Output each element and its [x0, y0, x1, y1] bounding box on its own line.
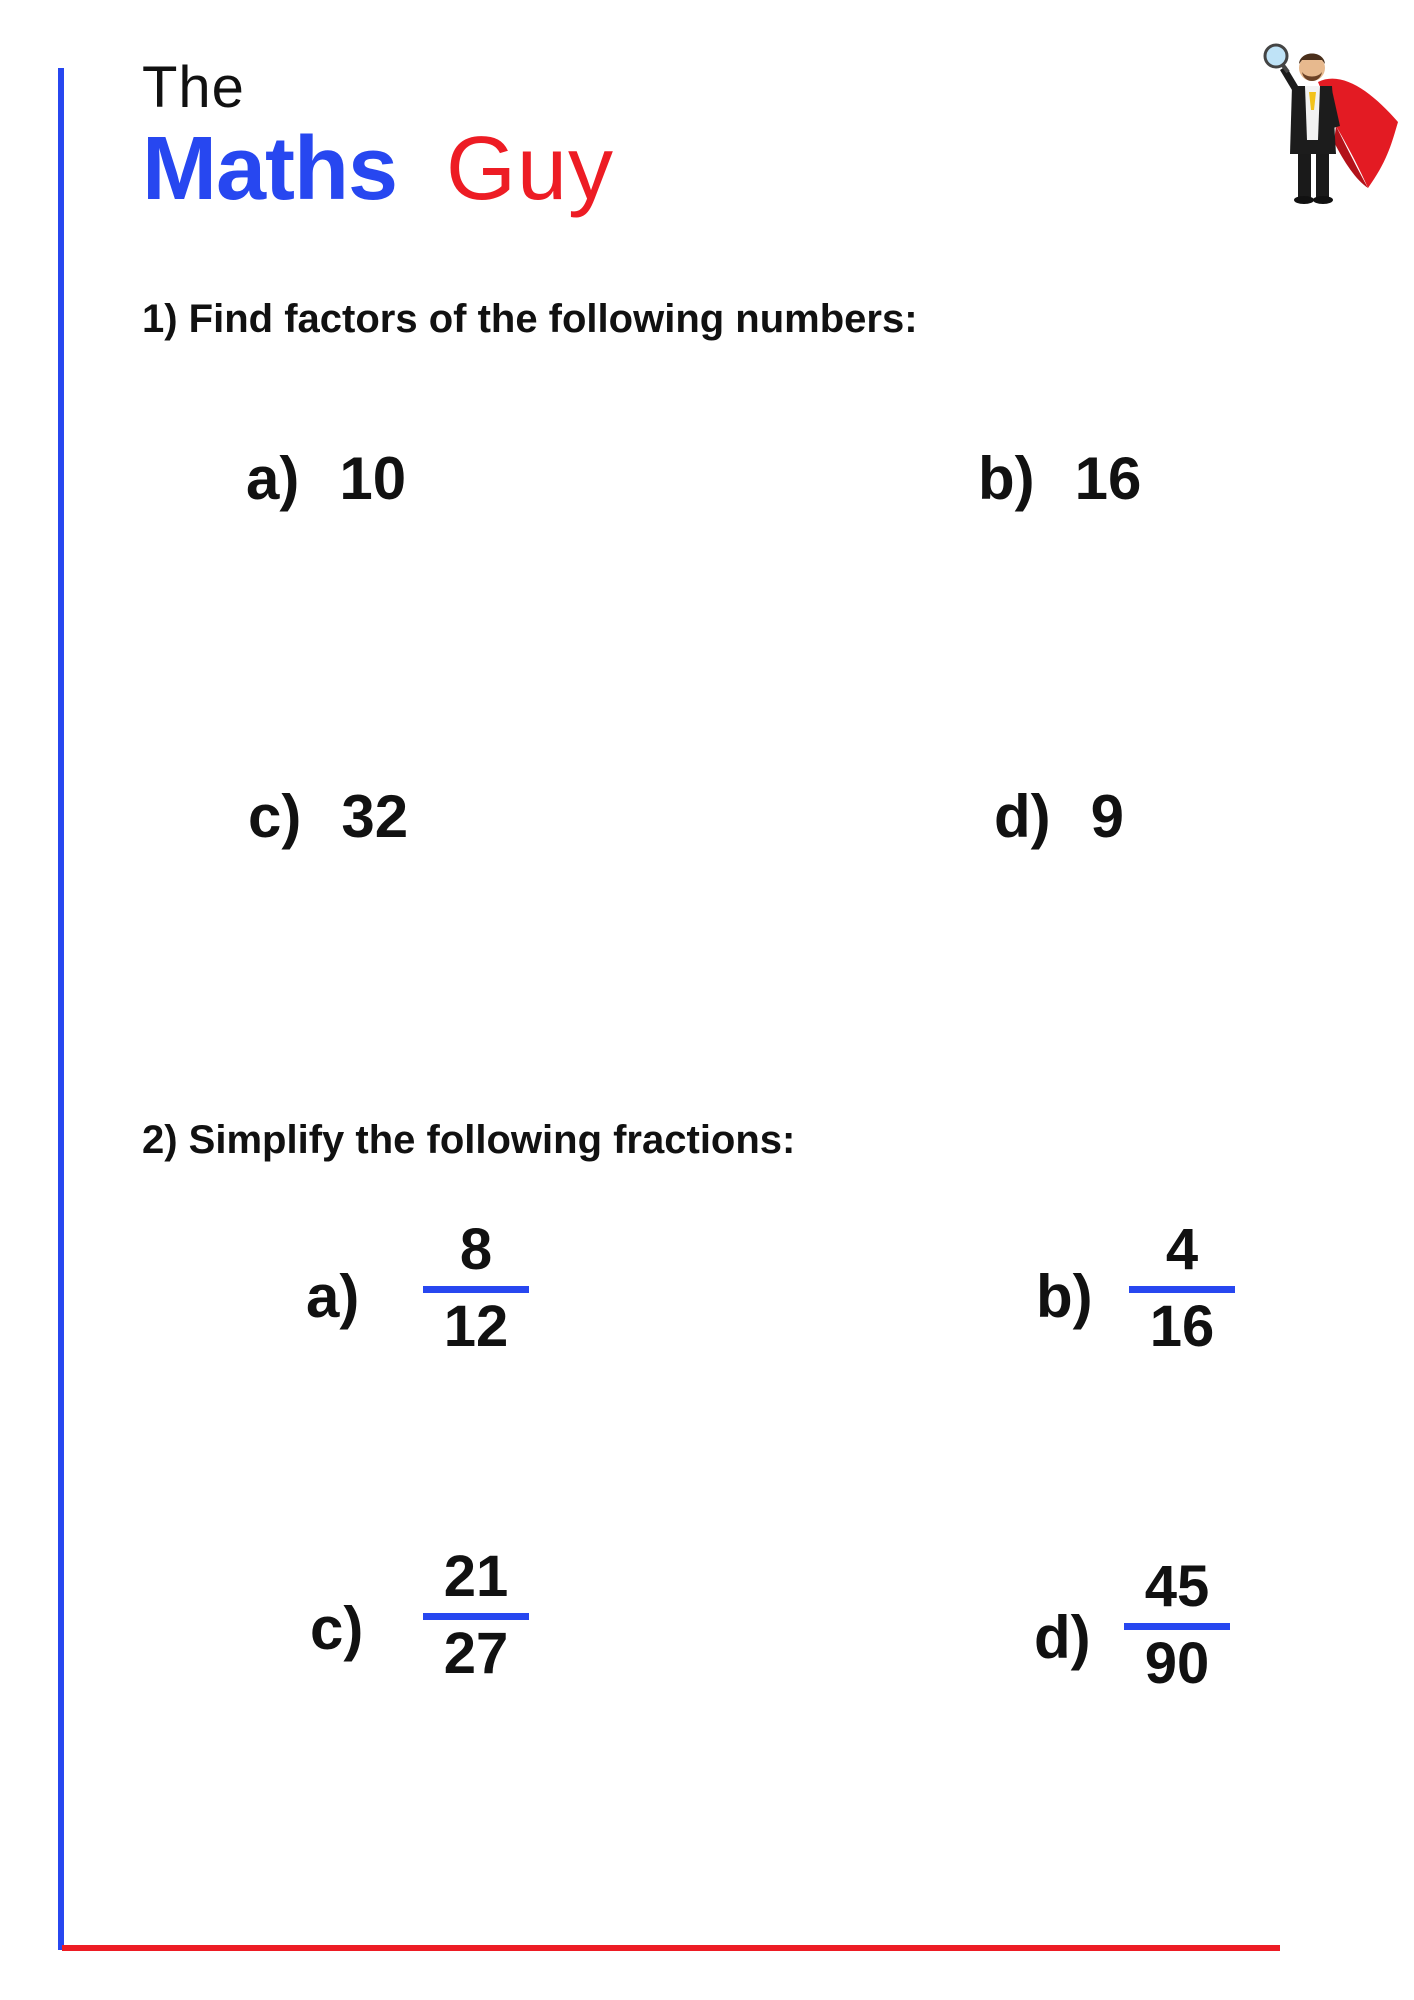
fraction-b-label: b) — [1036, 1263, 1093, 1330]
fraction-bar — [423, 1613, 529, 1620]
question-1c — [248, 782, 408, 851]
fraction-d — [1124, 1555, 1230, 1696]
fraction-d-label: d) — [1034, 1604, 1091, 1671]
fraction-bar — [1124, 1623, 1230, 1630]
superhero-with-magnifying-glass-icon — [1232, 30, 1402, 210]
fraction-bar — [1129, 1286, 1235, 1293]
denominator: 27 — [443, 1621, 509, 1686]
left-margin-line — [58, 68, 64, 1950]
numerator: 4 — [1165, 1217, 1199, 1282]
denominator: 16 — [1149, 1294, 1215, 1359]
numerator: 45 — [1144, 1554, 1210, 1619]
item-label: a) — [246, 445, 300, 512]
fraction-c-label: c) — [310, 1595, 364, 1662]
question-1-heading: 1) Find factors of the following numbers: — [142, 297, 918, 341]
logo-maths-text: Maths — [142, 119, 398, 219]
item-label: c) — [248, 783, 302, 850]
question-1b — [978, 444, 1141, 513]
fraction-bar — [423, 1286, 529, 1293]
item-number: 16 — [1074, 445, 1142, 512]
item-number: 10 — [339, 445, 407, 512]
item-number: 9 — [1090, 783, 1125, 850]
numerator: 21 — [443, 1544, 509, 1609]
numerator: 8 — [459, 1217, 493, 1282]
question-1a — [246, 444, 406, 513]
item-number: 32 — [341, 783, 409, 850]
fraction-b — [1129, 1218, 1235, 1359]
fraction-a — [423, 1218, 529, 1359]
item-label: d) — [994, 783, 1051, 850]
question-2-heading: 2) Simplify the following fractions: — [142, 1118, 796, 1162]
bottom-margin-line — [62, 1945, 1280, 1951]
item-label: b) — [978, 445, 1035, 512]
logo-the-text: The — [142, 55, 245, 120]
denominator: 12 — [443, 1294, 509, 1359]
question-1d — [994, 782, 1124, 851]
fraction-c — [423, 1545, 529, 1686]
logo-guy-text: Guy — [446, 119, 615, 219]
fraction-a-label: a) — [306, 1263, 360, 1330]
denominator: 90 — [1144, 1631, 1210, 1696]
